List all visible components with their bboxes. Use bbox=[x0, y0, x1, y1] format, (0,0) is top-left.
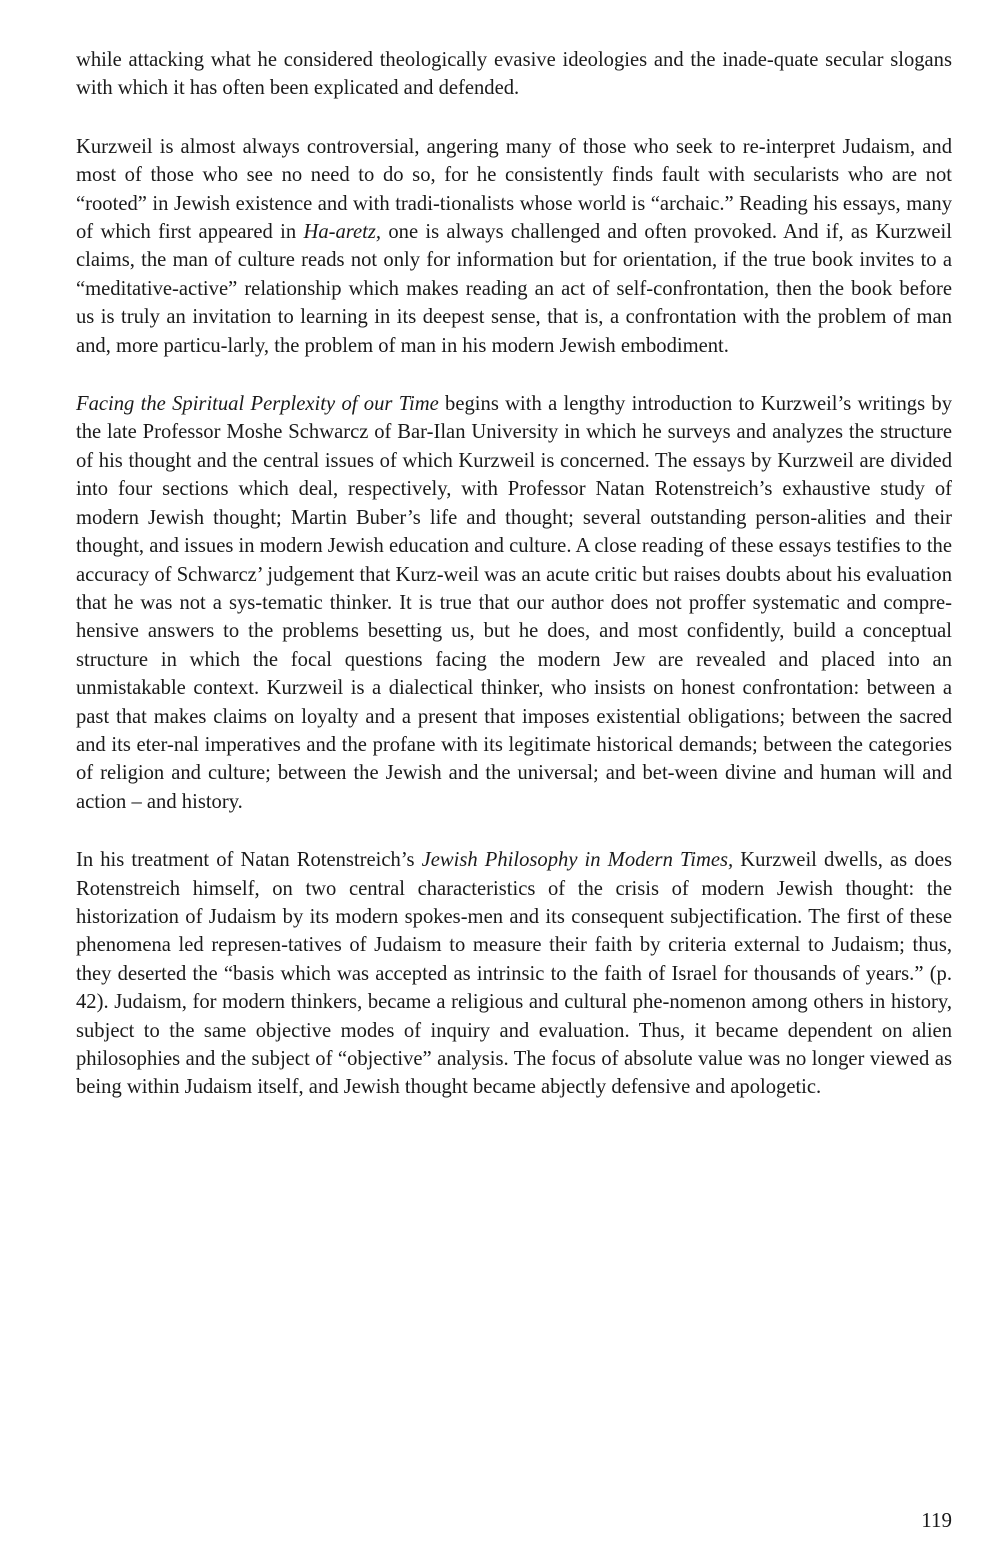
paragraph-4-text-rest: Kurzweil dwells, as does Rotenstreich himself, on two central characteristics of the crisis of modern Jewish thought: the historization of Judaism by its modern spokes-men and its consequent subjectification. The first of these phenomena led represen-tatives of Judaism to measure their faith by criteria external to Judaism; thus, they deserted the “basis which was accepted as intrinsic to the faith of Israel for thousands of years.” (p. 42). Judaism, for modern thinkers, became a religious and cultural phe-nomenon among others in history, subject to the same objective modes of inquiry and evaluation. Thus, it became dependent on alien philosophies and the subject of “objective” analysis. The focus of absolute value was no longer viewed as being within Judaism itself, and Jewish thought became abjectly defensive and apologetic. bbox=[76, 849, 952, 1099]
paragraph-2-title-haaretz: Ha-aretz, bbox=[303, 221, 382, 244]
paragraph-2 bbox=[76, 133, 952, 360]
page-number: 119 bbox=[921, 1508, 952, 1532]
paragraph-2-text: Kurzweil is almost always controversial, angering many of those who seek to re-interpret Judaism, and most of those who see no need to do so, for he consistently finds fault with secularists who are not “rooted” in Jewish existence and with tradi-tionalists whose world is “archaic.” Reading his essays, many of which first appeared in bbox=[76, 135, 952, 244]
paragraph-3 bbox=[76, 390, 952, 816]
paragraph-4 bbox=[76, 846, 952, 1102]
paragraph-4-text: In his treatment of Natan Rotenstreich’s bbox=[76, 849, 422, 872]
paragraph-3-book-title: Facing the Spiritual Perplexity of our Time bbox=[76, 393, 439, 416]
paragraph-1-text: while attacking what he considered theologically evasive ideologies and the inade-quate secular slogans with which it has often been explicated and defended. bbox=[76, 49, 952, 100]
paragraph-2-text-rest: one is always challenged and often provoked. And if, as Kurzweil claims, the man of culture reads not only for information but for orientation, if the true book invites to a “meditative-active” relationship which makes reading an act of self-confrontation, then the book before us is truly an invitation to learning in its deepest sense, that is, a confrontation with the problem of man and, more particu-larly, the problem of man in his modern Jewish embodiment. bbox=[76, 221, 952, 357]
paragraph-3-text: begins with a lengthy introduction to Kurzweil’s writings by the late Professor Moshe Schwarcz of Bar-Ilan University in which he surveys and analyzes the structure of his thought and the central issues of which Kurzweil is concerned. The essays by Kurzweil are divided into four sections which deal, respectively, with Professor Natan Rotenstreich’s exhaustive study of modern Jewish thought; Martin Buber’s life and thought; several outstanding person-alities and their thought, and issues in modern Jewish education and culture. A close reading of these essays testifies to the accuracy of Schwarcz’ judgement that Kurz-weil was an acute critic but raises doubts about his evaluation that he was not a sys-tematic thinker. It is true that our author does not proffer systematic and compre-hensive answers to the problems besetting us, but he does, and most confidently, build a conceptual structure in which the focal questions facing the modern Jew are revealed and placed into an unmistakable context. Kurzweil is a dialectical thinker, who insists on honest confrontation: between a past that makes claims on loyalty and a present that imposes existential obligations; between the sacred and its eter-nal imperatives and the profane with its legitimate historical demands; between the categories of religion and culture; between the Jewish and the universal; and bet-ween divine and human will and action – and history. bbox=[76, 393, 952, 813]
paragraph-4-book-title: Jewish Philosophy in Modern Times, bbox=[421, 849, 734, 872]
paragraph-1 bbox=[76, 46, 952, 103]
